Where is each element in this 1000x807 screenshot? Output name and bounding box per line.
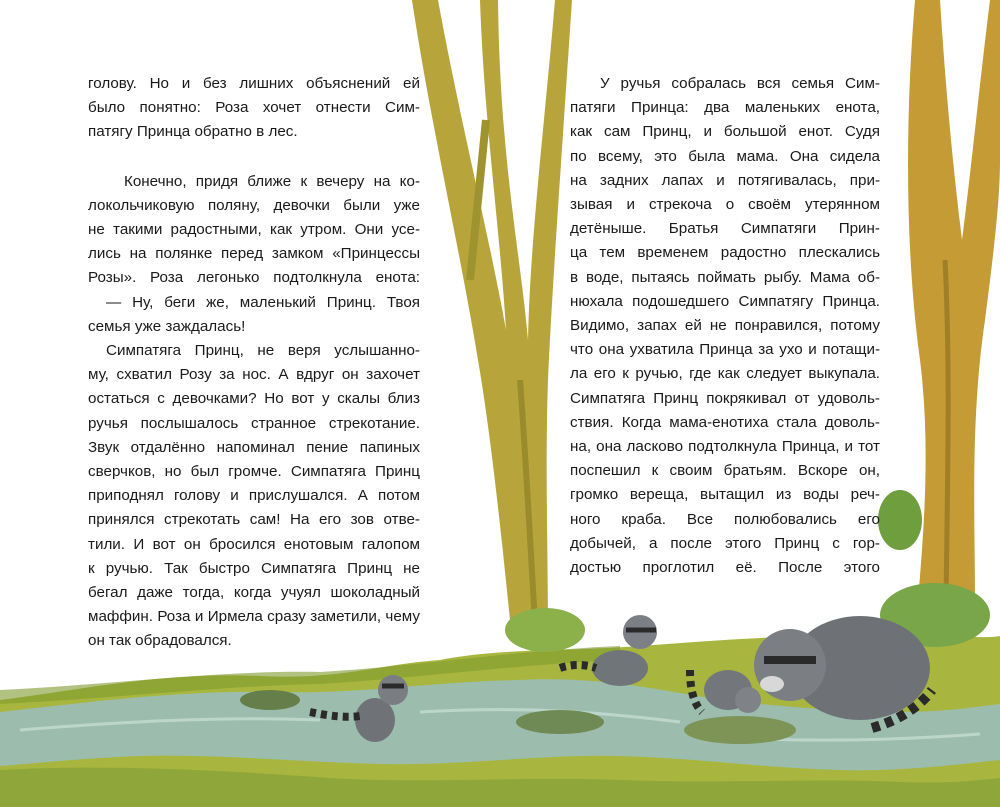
bush [878, 490, 922, 550]
text-line: не такими радостными, как утром. Они усе- [88, 221, 420, 239]
text-line: ца тем временем радостно плескались [570, 244, 880, 262]
text-line: к ручью. Так быстро Симпатяга Принц не [88, 559, 420, 577]
text-line: он так обрадовался. [88, 632, 232, 650]
text-line: — Ну, беги же, маленький Принц. Твоя [106, 293, 420, 311]
text-line: добычей, а после этого Принц с гор- [570, 534, 880, 552]
text-line: принялся стрекотать сам! На его зов отве- [88, 511, 420, 529]
text-line: как сам Принц, и большой енот. Судя [570, 123, 880, 141]
text-line: ного краба. Все полюбовались его [570, 510, 880, 528]
text-line: остаться с девочками? Но вот у скалы близ [88, 390, 420, 408]
text-line: Звук отдалённо напоминал пение папиных [88, 438, 420, 456]
text-line: патягу Принца обратно в лес. [88, 123, 298, 141]
text-column-right [570, 72, 880, 580]
text-line: достью проглотил её. После этого [570, 559, 880, 577]
text-line: У ручья собралась вся семья Сим- [600, 75, 880, 92]
tree-trunk-right [908, 0, 1000, 600]
text-line: ручья послышалось странное стрекотание. [88, 414, 420, 432]
stone [516, 710, 604, 734]
text-line: локольчиковую поляну, девочки были уже [88, 196, 420, 214]
text-line: приподнял голову и прислушался. А потом [88, 487, 420, 505]
text-line: нюхала подошедшего Симпатягу Принца. [570, 292, 880, 310]
text-line: детёныше. Братья Симпатяги Прин- [570, 220, 880, 238]
text-line: семья уже заждалась! [88, 317, 246, 335]
text-line: Розы». Роза легонько подтолкнула енота: [88, 269, 420, 287]
text-line: маффин. Роза и Ирмела сразу заметили, чему [88, 608, 420, 626]
stone [240, 690, 300, 710]
text-line: в воде, пытаясь поймать рыбу. Мама об- [570, 268, 880, 286]
text-line: голову. Но и без лишних объяснений ей [88, 75, 420, 92]
text-line: ла его к ручью, где как следует выкупала. [570, 365, 880, 383]
text-line: лись на полянке перед замком «Принцессы [88, 245, 420, 263]
text-line: Симпатяга Принц, не веря услышанно- [106, 342, 420, 360]
text-line: что она ухватила Принца за ухо и потащи- [570, 341, 880, 359]
text-line: на задних лапах и потягивалась, при- [570, 171, 880, 189]
text-line: му, схватил Розу за нос. А вдруг он захочет [88, 366, 420, 384]
text-line: громко вереща, вытащил из воды реч- [570, 486, 880, 504]
text-line: по всему, это была мама. Она сидела [570, 147, 880, 165]
text-line: было понятно: Роза хочет отнести Сим- [88, 99, 420, 117]
text-line: поспешил к своим братьям. Вскоре он, [570, 462, 880, 480]
text-line: патяги Принца: два маленьких енота, [570, 99, 880, 117]
text-line: ствия. Когда мама-енотиха стала доволь- [570, 413, 880, 431]
text-line: Симпатяга Принц покрякивал от удоволь- [570, 389, 880, 407]
tree-trunk-middle [412, 0, 572, 640]
text-line: на, она ласково подтолкнула Принца, и тот [570, 438, 880, 456]
bush [505, 608, 585, 652]
text-line: тили. И вот он бросился енотовым галопом [88, 535, 420, 553]
text-line: Конечно, придя ближе к вечеру на ко- [124, 172, 420, 190]
text-line: зывая и стрекоча о своём утерянном [570, 196, 880, 214]
text-line: сверчков, но был громче. Симпатяга Принц [88, 463, 420, 481]
text-line: бегал даже тогда, когда учуял шоколадный [88, 584, 420, 602]
stone [684, 716, 796, 744]
text-column-left [88, 72, 420, 654]
text-line: Видимо, запах ей не понравился, потому [570, 317, 880, 335]
